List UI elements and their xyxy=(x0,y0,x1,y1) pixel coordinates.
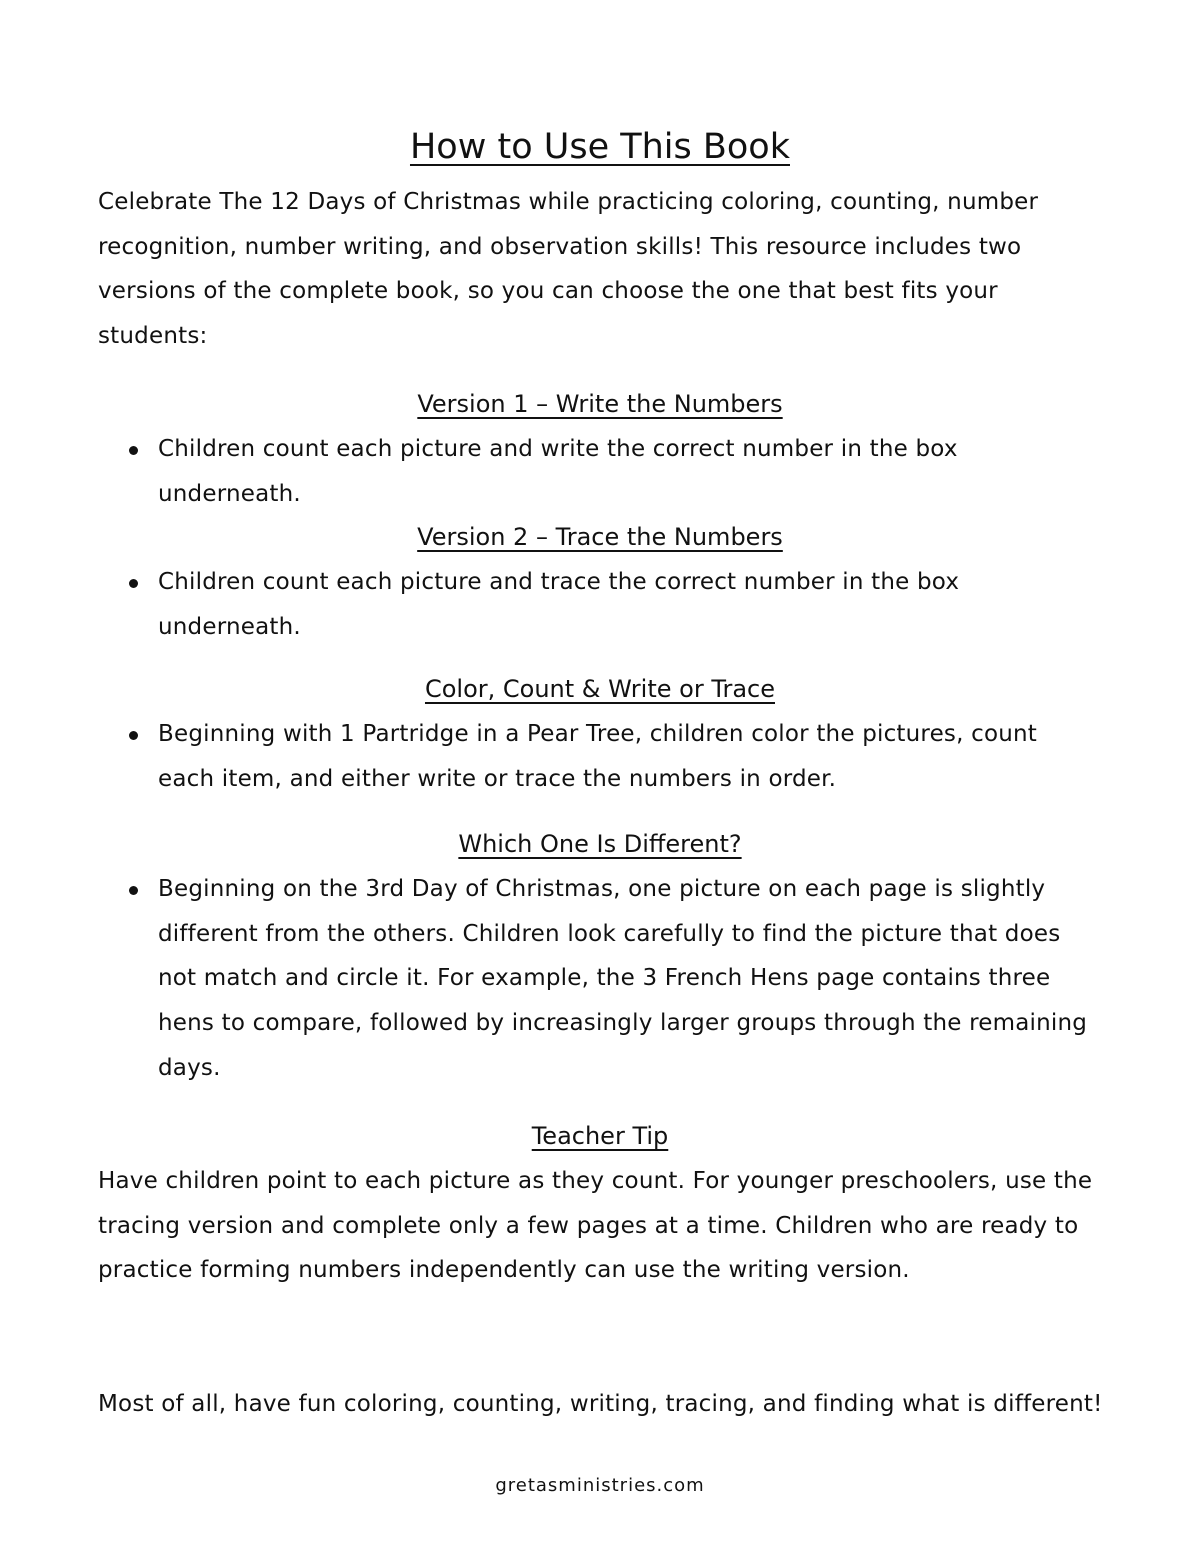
section-heading-color-count: Color, Count & Write or Trace xyxy=(424,675,775,703)
teacher-tip-heading: Teacher Tip xyxy=(531,1122,669,1150)
list-item-text: Beginning with 1 Partridge in a Pear Tree, children color the pictures, count each item, and either write or trace the numbers in order. xyxy=(158,721,1038,792)
section-heading-which-different: Which One Is Different? xyxy=(458,830,742,858)
list-item-text: Children count each picture and trace the correct number in the box underneath. xyxy=(158,569,960,640)
list-item-text: Children count each picture and write the correct number in the box underneath. xyxy=(158,436,958,507)
bullet-icon xyxy=(129,886,138,895)
teacher-tip-paragraph: Have children point to each picture as they count. For younger preschoolers, use the tracing version and complete only a few pages at a time. Children who are ready to practice forming numbers independently can use the writing version. xyxy=(98,1168,1093,1284)
bullet-icon xyxy=(129,731,138,740)
list-item xyxy=(120,427,1100,516)
intro-paragraph: Celebrate The 12 Days of Christmas while practicing coloring, counting, number recognition, number writing, and observation skills! This resource includes two versions of the complete book, so you can choose the one that best fits your students: xyxy=(98,189,1039,350)
list-item-text: Beginning on the 3rd Day of Christmas, one picture on each page is slightly different from the others. Children look carefully to find the picture that does not match and circle it. For example, the 3 French Hens page contains three hens to compare, followed by increasingly larger groups through the remaining days. xyxy=(158,876,1088,1081)
list-item xyxy=(120,712,1100,801)
section-list-version-2 xyxy=(120,560,1100,649)
bullet-icon xyxy=(129,446,138,455)
list-item xyxy=(120,560,1100,649)
page-title: How to Use This Book xyxy=(409,127,790,167)
section-list-version-1 xyxy=(120,427,1100,516)
section-heading-version-1: Version 1 – Write the Numbers xyxy=(417,390,783,418)
section-list-which-different xyxy=(120,867,1100,1091)
section-heading-version-2: Version 2 – Trace the Numbers xyxy=(417,523,783,551)
closing-paragraph: Most of all, have fun coloring, counting, writing, tracing, and finding what is different! xyxy=(98,1391,1103,1417)
section-list-color-count xyxy=(120,712,1100,801)
list-item xyxy=(120,867,1100,1091)
bullet-icon xyxy=(129,579,138,588)
footer-website: gretasministries.com xyxy=(495,1475,705,1496)
